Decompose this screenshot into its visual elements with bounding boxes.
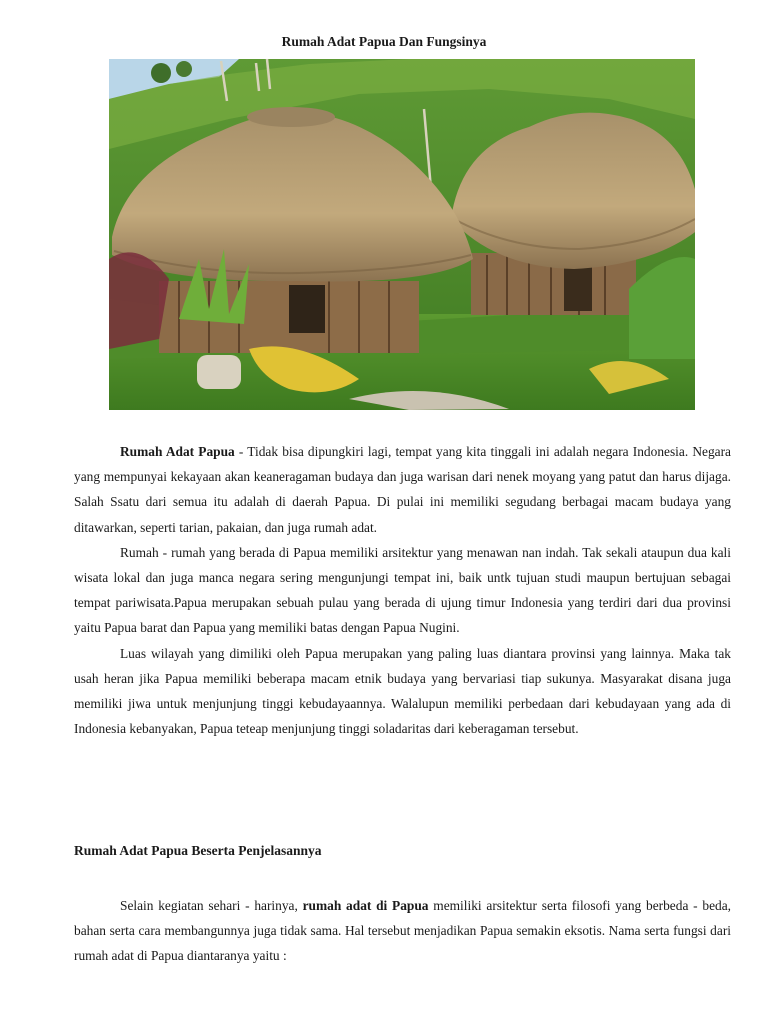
paragraph-2: Rumah - rumah yang berada di Papua memiliki arsitektur yang menawan nan indah. Tak sekali ataupun dua kali wisata lokal dan juga manca negara sering mengunjungi tempat ini, baik untk tujuan studi maupun bertujuan sebagai tempat pariwisata.Papua merupakan sebuah pulau yang berada di ujung timur Indonesia yang terdiri dari dua provinsi yaitu Papua barat dan Papua yang memiliki batas dengan Papua Nugini.	[74, 544, 731, 636]
intro-text	[74, 439, 731, 741]
paragraph-1	[74, 439, 731, 540]
document-title: Rumah Adat Papua Dan Fungsinya	[281, 34, 487, 49]
paragraph-1-text: - Tidak bisa dipungkiri lagi, tempat yang kita tinggali ini adalah negara Indonesia. Negara yang mempunyai kekayaan akan keaneragaman budaya dan juga warisan dari nenek moyang yang patut dan harus dijaga. Salah Ssatu dari semua itu adalah di daerah Papua. Di pulai ini memiliki segudang berbagai macam budaya yang ditawarkan, seperti tarian, pakaian, dan juga rumah adat.	[74, 444, 731, 535]
paragraph-3: Luas wilayah yang dimiliki oleh Papua merupakan yang paling luas diantara provinsi yang lainnya. Maka tak usah heran jika Papua memiliki beberapa macam etnik budaya yang bervariasi tiap sukunya. Masyarakat disana juga memiliki jiwa untuk menjunjung tinggi kebudayaannya. Walalupun memiliki perbedaan dari kebudayaan yang ada di Indonesia kebanyakan, Papua teteap menjunjung tinggi soladaritas dari keberagaman tersebut.	[74, 645, 731, 737]
paragraph-4	[74, 893, 731, 969]
paragraph-1-lead: Rumah Adat Papua	[120, 444, 235, 459]
paragraph-4-bold: rumah adat di Papua	[302, 898, 429, 913]
paragraph-4-before: Selain kegiatan sehari - harinya,	[120, 898, 303, 913]
paragraph-4-after: memiliki arsitektur serta filosofi yang berbeda - beda, bahan serta cara membangunnya juga tidak sama. Hal tersebut menjadikan Papua semakin eksotis. Nama serta fungsi dari rumah adat di Papua diantaranya yaitu :	[74, 898, 731, 964]
section-heading: Rumah Adat Papua Beserta Penjelasannya	[74, 843, 322, 858]
section-2-text	[74, 893, 731, 969]
honai-houses-photo	[109, 59, 695, 410]
